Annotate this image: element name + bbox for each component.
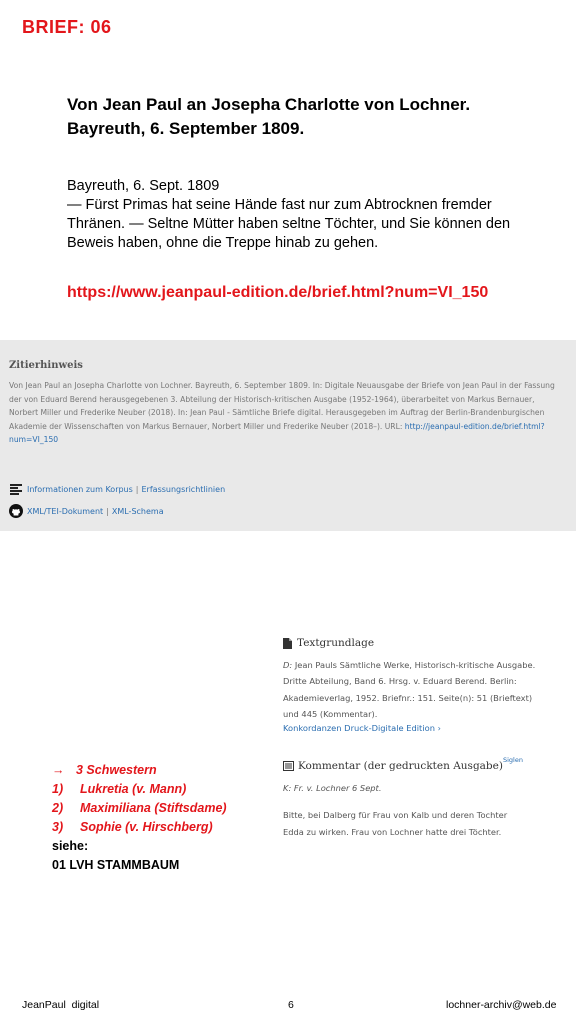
note-item xyxy=(52,818,227,837)
stammbaum-reference: 01 LVH STAMMBAUM xyxy=(52,858,180,872)
note-number: 3) xyxy=(52,820,64,834)
guidelines-link[interactable]: Erfassungsrichtlinien xyxy=(141,484,226,494)
xml-schema-link[interactable]: XML-Schema xyxy=(111,506,164,516)
corpus-links-row xyxy=(9,482,225,496)
note-number: 1) xyxy=(52,782,64,796)
footer-email: lochner-archiv@web.de xyxy=(446,999,557,1011)
letter-line: Bayreuth, 6. Sept. 1809 xyxy=(67,178,220,194)
letter-title xyxy=(67,93,537,141)
kommentar-heading xyxy=(283,760,503,772)
letter-line: — Fürst Primas hat seine Hände fast nur zum Abtrocknen fremder xyxy=(67,197,492,213)
siglen-link[interactable]: Siglen xyxy=(503,756,523,764)
letter-title-line: Bayreuth, 6. September 1809. xyxy=(67,119,305,138)
source-url: https://www.jeanpaul-edition.de/brief.html?num=VI_150 xyxy=(67,284,489,301)
notes-heading-text: 3 Schwestern xyxy=(76,763,157,777)
letter-line: Thränen. — Seltne Mütter haben seltne Töchter, und Sie können den xyxy=(67,216,511,232)
citation-heading: Zitierhinweis xyxy=(9,360,83,371)
note-text: Lukretia (v. Mann) xyxy=(80,782,187,796)
page-number: 6 xyxy=(288,999,294,1011)
document-icon xyxy=(283,638,292,649)
citation-text xyxy=(9,379,559,447)
xml-links-row xyxy=(9,504,164,518)
textgrundlage-body xyxy=(283,657,538,722)
link-separator: | xyxy=(135,484,139,494)
citation-url-link[interactable]: http://jeanpaul-edition.de/brief.html?num=VI_150 xyxy=(9,421,545,444)
kommentar-sigle: K: Fr. v. Lochner 6 Sept. xyxy=(283,783,382,793)
note-text: Sophie (v. Hirschberg) xyxy=(80,820,213,834)
kommentar-title: Kommentar (der gedruckten Ausgabe) xyxy=(298,760,503,772)
letter-title-line: Von Jean Paul an Josepha Charlotte von Lochner. xyxy=(67,95,471,114)
textgrundlage-heading xyxy=(283,637,374,649)
link-separator: | xyxy=(106,506,109,516)
note-item xyxy=(52,780,227,799)
arrow-right-icon: → xyxy=(52,763,65,777)
konkordanz-link[interactable]: Konkordanzen Druck-Digitale Edition › xyxy=(283,723,441,733)
citation-body: Von Jean Paul an Josepha Charlotte von Lochner. Bayreuth, 6. September 1809. In: Digitale Neuausgabe der Briefe von Jean Paul in der Fassung der von Eduard Berend herausgegebenen 3. Abteilung der Historisch-kritischen Ausgabe (1952-1964), überarbeitet von Markus Bernauer, Norbert Miller und Frederike Neuber (2018). In: Jean Paul - Sämtliche Briefe digital. Herausgegeben im Auftrag der Berlin-Brandenburgischen Akademie der Wissenschaften von Markus Bernauer, Norbert Miller und Frederike Neuber (2018–). URL: xyxy=(9,381,555,431)
note-item xyxy=(52,799,227,818)
family-notes xyxy=(52,761,227,875)
siglum: D: xyxy=(283,660,293,670)
letter-line: Beweis haben, ohne die Treppe hinab zu gehen. xyxy=(67,235,379,251)
notes-heading xyxy=(52,761,227,780)
textgrundlage-title: Textgrundlage xyxy=(297,637,375,649)
footer-left: JeanPaul digital xyxy=(22,999,100,1011)
list-box-icon xyxy=(283,761,294,771)
github-icon xyxy=(9,504,23,518)
note-number: 2) xyxy=(52,801,64,815)
brief-number-label: BRIEF: 06 xyxy=(22,17,112,37)
xml-tei-link[interactable]: XML/TEI-Dokument xyxy=(27,506,104,516)
note-text: Maximiliana (Stiftsdame) xyxy=(80,801,227,815)
textgrundlage-text: Jean Pauls Sämtliche Werke, Historisch-kritische Ausgabe. Dritte Abteilung, Band 6. Hrsg. v. Eduard Berend. Berlin: Akademieverlag, 1952. Briefnr.: 151. Seite(n): 51 (Brieftext) und 445 (Kommentar). xyxy=(283,660,536,719)
kommentar-body: Bitte, bei Dalberg für Frau von Kalb und deren Tochter Edda zu wirken. Frau von Lochner hatte drei Töchter. xyxy=(283,810,508,837)
list-icon xyxy=(9,482,23,496)
letter-text xyxy=(67,177,537,253)
see-label: siehe: xyxy=(52,839,89,853)
corpus-info-link[interactable]: Informationen zum Korpus xyxy=(27,484,133,494)
